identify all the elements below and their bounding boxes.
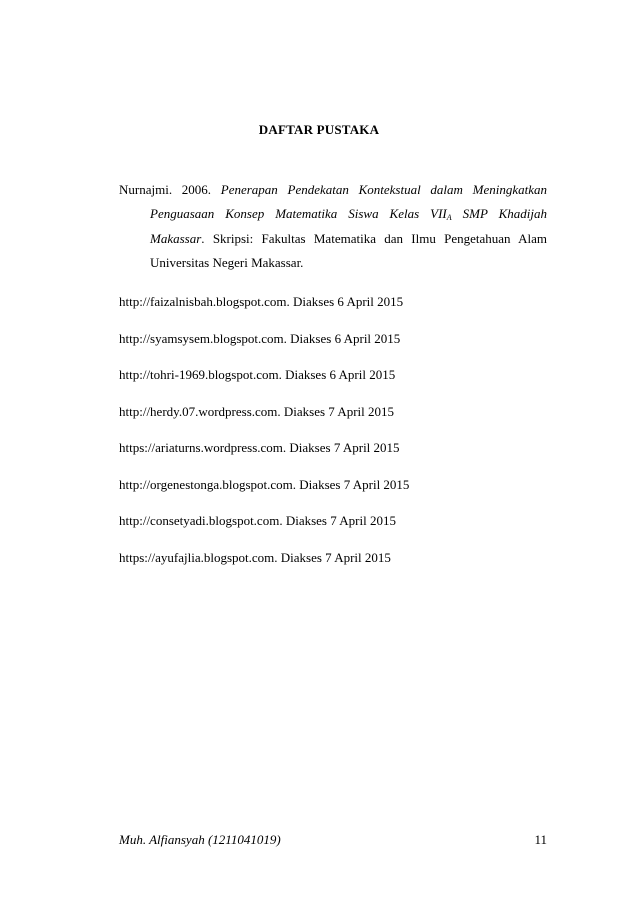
url-reference-item: https://ayufajlia.blogspot.com. Diakses 7 April 2015 bbox=[119, 549, 391, 565]
url-reference-item: http://syamsysem.blogspot.com. Diakses 6 April 2015 bbox=[119, 330, 401, 346]
page-title: DAFTAR PUSTAKA bbox=[258, 122, 380, 137]
url-reference-item: http://orgenestonga.blogspot.com. Diakses 7 April 2015 bbox=[119, 476, 410, 492]
reference-title-subscript: A bbox=[446, 213, 452, 223]
reference-entry-nurnajmi bbox=[119, 178, 547, 276]
reference-line-4 bbox=[119, 251, 547, 275]
reference-title-part-1: Penerapan Pendekatan Kontekstual dalam Meningkatkan bbox=[220, 182, 548, 197]
url-reference-list bbox=[119, 290, 549, 582]
reference-line-1 bbox=[119, 178, 547, 202]
url-reference-item: http://herdy.07.wordpress.com. Diakses 7 April 2015 bbox=[119, 403, 395, 419]
reference-author-year: Nurnajmi. 2006. bbox=[119, 182, 212, 197]
reference-publisher-part-1: Skripsi: Fakultas Matematika dan Ilmu Pengetahuan Alam bbox=[212, 230, 547, 246]
reference-title-part-2: Penguasaan Konsep Matematika Siswa Kelas VII bbox=[150, 206, 447, 222]
reference-line-2 bbox=[119, 202, 547, 226]
url-reference-item: https://ariaturns.wordpress.com. Diakses 7 April 2015 bbox=[119, 440, 400, 455]
reference-title-part-3: SMP Khadijah bbox=[462, 206, 548, 222]
url-reference-item: http://tohri-1969.blogspot.com. Diakses 6 April 2015 bbox=[119, 367, 396, 382]
footer-author: Muh. Alfiansyah (1211041019) bbox=[119, 832, 281, 847]
reference-line-3: Makassar. Skripsi: Fakultas Matematika dan Ilmu Pengetahuan Alam bbox=[150, 230, 547, 246]
page-number: 11 bbox=[534, 832, 547, 847]
reference-publisher-part-2: Universitas Negeri Makassar. bbox=[150, 255, 304, 271]
url-reference-item: http://consetyadi.blogspot.com. Diakses 7 April 2015 bbox=[119, 513, 396, 528]
reference-title-part-4: Makassar bbox=[150, 230, 202, 246]
url-reference-item: http://faizalnisbah.blogspot.com. Diakses 6 April 2015 bbox=[119, 294, 404, 309]
